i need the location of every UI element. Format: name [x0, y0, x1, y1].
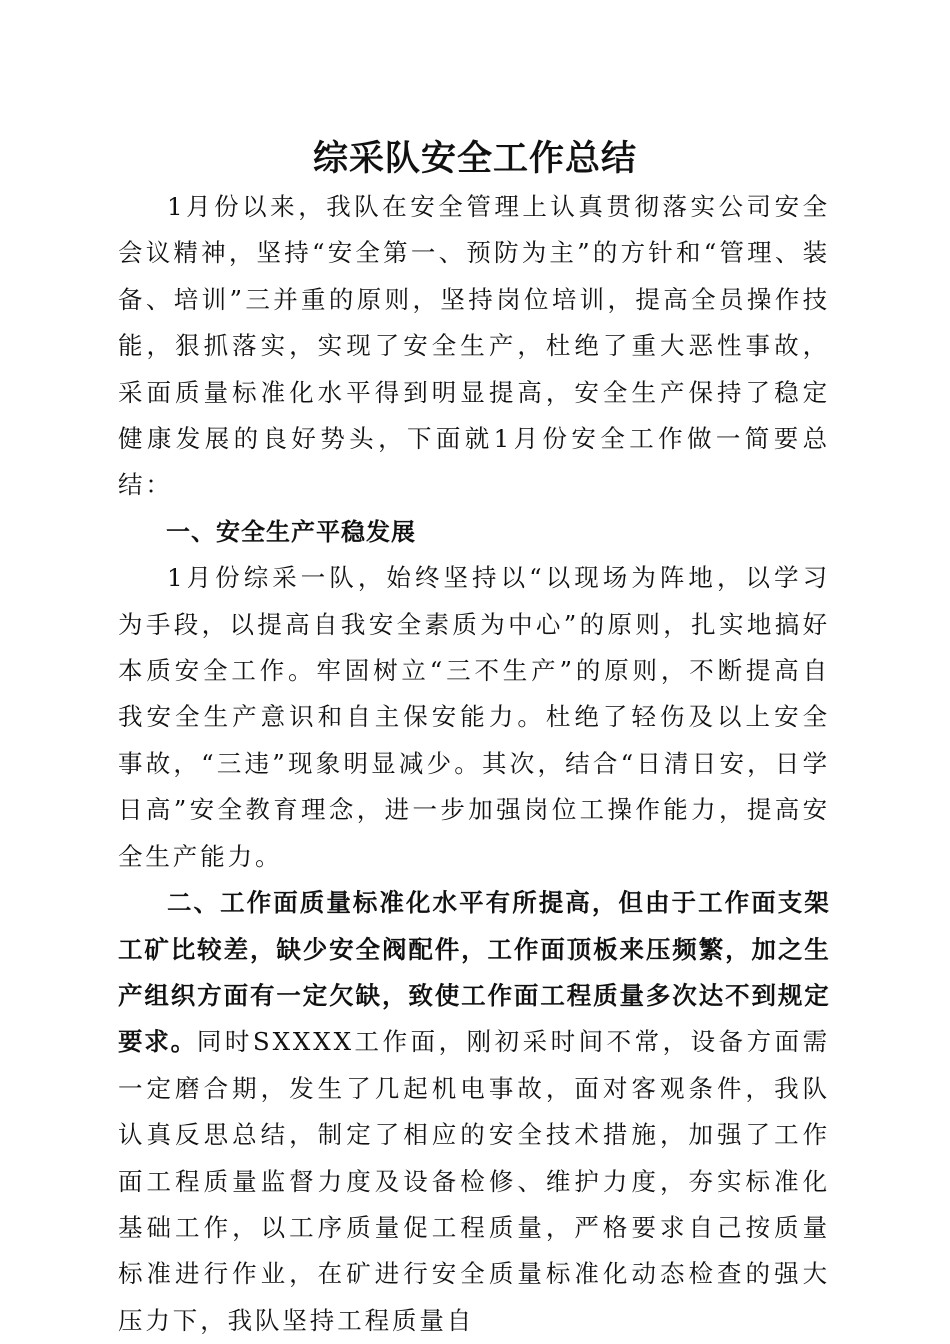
document-title: 综采队安全工作总结 [312, 138, 637, 179]
section-heading-2: 二、工作面质量标准化水平有所提高，但由于工作面支架工矿比较差，缺少安全阀配件，工作面顶板来压频繁，加之生产组织方面有一定欠缺，致使工作面工程质量多次达不到规定要求。 [118, 888, 830, 1057]
section-1-paragraph: 1月份综采一队，始终坚持以“以现场为阵地，以学习为手段，以提高自我安全素质为中心”的原则，扎实地搞好本质安全工作。牢固树立“三不生产”的原则，不断提高自我安全生产意识和自主保安能力。杜绝了轻伤及以上安全事故，“三违”现象明显减少。其次，结合“日清日安，日学日高”安全教育理念，进一步加强岗位工操作能力，提高安全生产能力。 [118, 563, 830, 871]
document-body [118, 184, 830, 1344]
intro-paragraph: 1月份以来，我队在安全管理上认真贯彻落实公司安全会议精神，坚持“安全第一、预防为主”的方针和“管理、装备、培训”三并重的原则，坚持岗位培训，提高全员操作技能，狠抓落实，实现了安全生产，杜绝了重大恶性事故，采面质量标准化水平得到明显提高，安全生产保持了稳定健康发展的良好势头，下面就1月份安全工作做一简要总结： [118, 192, 830, 500]
section-heading-1: 一、安全生产平稳发展 [166, 517, 416, 546]
section-2-paragraph [118, 880, 830, 1344]
section-2-body: 同时SXXXX工作面，刚初采时间不常，设备方面需一定磨合期，发生了几起机电事故，面对客观条件，我队认真反思总结，制定了相应的安全技术措施，加强了工作面工程质量监督力度及设备检修、维护力度，夯实标准化基础工作，以工序质量促工程质量，严格要求自己按质量标准进行作业，在矿进行安全质量标准化动态检查的强大压力下，我队坚持工程质量自 [118, 1027, 830, 1335]
